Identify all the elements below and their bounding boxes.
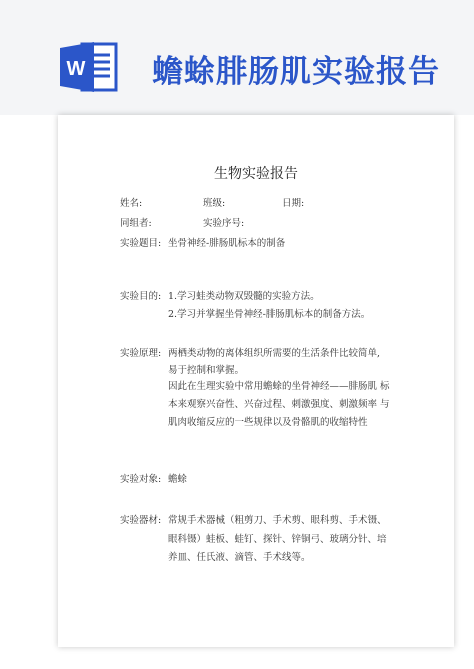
materials-line: 常规手术器械（粗剪刀、手术剪、眼科剪、手术镊、 [168, 515, 387, 526]
principle-line: 本来观察兴奋性、兴奋过程、刺激强度、刺激频率 与 [168, 399, 390, 410]
class-label: 班级: [203, 198, 226, 209]
name-label: 姓名: [120, 198, 143, 209]
word-doc-icon [58, 40, 120, 94]
principle-line: 因此在生理实验中常用蟾蜍的坐骨神经——腓肠肌 标 [168, 381, 390, 392]
banner-title: 蟾蜍腓肠肌实验报告 [152, 54, 440, 90]
document-page [58, 115, 454, 647]
principle-line: 两栖类动物的离体组织所需要的生活条件比较简单, [168, 348, 381, 359]
materials-line: 眼科镊）蛙板、蛙钉、探针、锌铜弓、玻璃分针、培 [168, 534, 387, 545]
principle-line: 易于控制和掌握。 [168, 365, 245, 376]
partner-label: 同组者: [120, 218, 152, 229]
principle-line: 肌肉收缩反应的一些规律以及骨骼肌的收缩特性 [168, 417, 368, 428]
purpose-item: 2.学习并掌握坐骨神经-腓肠肌标本的制备方法。 [168, 309, 371, 320]
topic-label: 实验题目: [120, 238, 162, 249]
banner [0, 0, 474, 115]
materials-label: 实验器材: [120, 515, 162, 526]
materials-line: 养皿、任氏液、滴管、手术线等。 [168, 552, 311, 563]
subject-text: 蟾蜍 [168, 474, 188, 485]
purpose-item: 1.学习蛙类动物双毁髓的实验方法。 [168, 291, 320, 302]
svg-text:W: W [66, 58, 86, 80]
purpose-label: 实验目的: [120, 291, 162, 302]
principle-label: 实验原理: [120, 348, 162, 359]
serial-label: 实验序号: [203, 218, 245, 229]
document-title: 生物实验报告 [214, 166, 298, 182]
subject-label: 实验对象: [120, 474, 162, 485]
topic-text: 坐骨神经-腓肠肌标本的制备 [168, 238, 286, 249]
date-label: 日期: [282, 198, 305, 209]
